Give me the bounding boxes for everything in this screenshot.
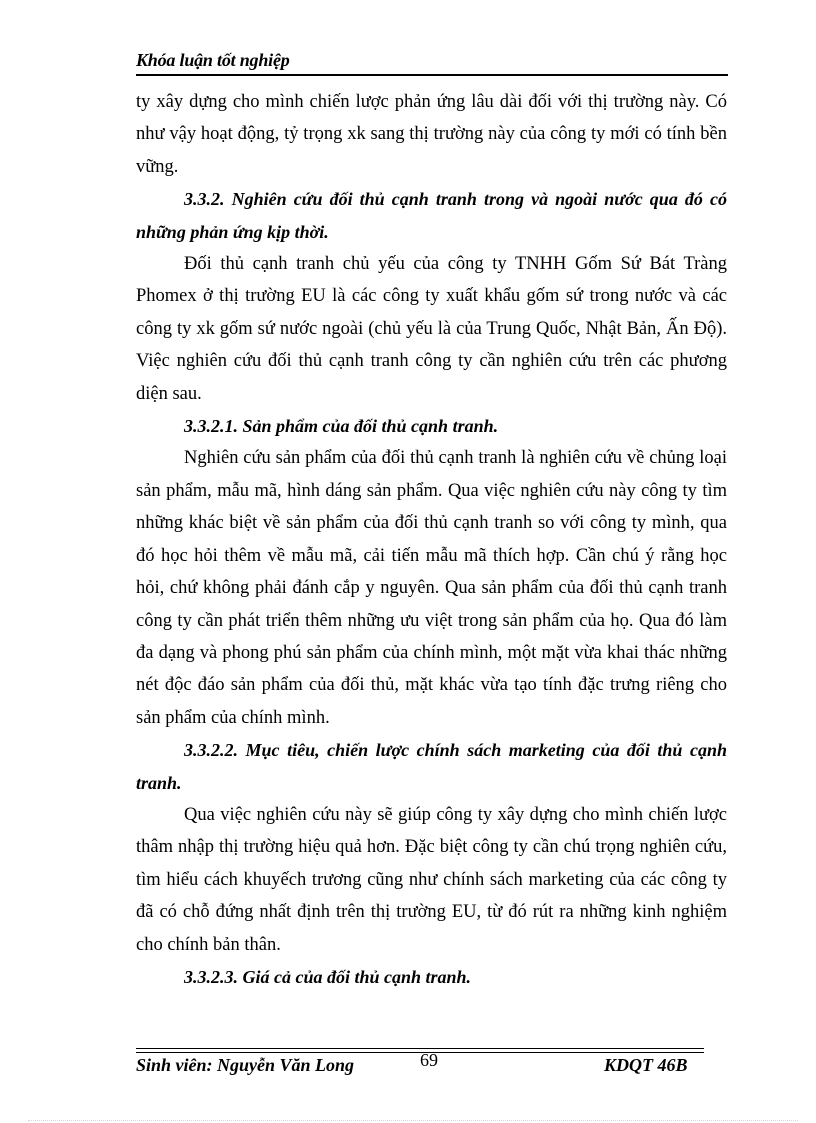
page-number: 69 <box>420 1050 438 1070</box>
page-edge-divider <box>28 1120 798 1121</box>
section-heading-3-3-2-1: 3.3.2.1. Sản phẩm của đối thủ cạnh tranh. <box>184 416 499 437</box>
section-heading-3-3-2: 3.3.2. Nghiên cứu đối thủ cạnh tranh trong và ngoài nước qua đó có những phản ứng kịp thời. <box>136 189 727 242</box>
paragraph-competitor-products: Nghiên cứu sản phẩm của đối thủ cạnh tranh là nghiên cứu về chủng loại sản phẩm, mẫu mã, hình dáng sản phẩm. Qua việc nghiên cứu này công ty tìm những khác biệt về sản phẩm của đối thủ cạnh tranh so với công ty mình, qua đó học hỏi thêm về mẫu mã, cải tiến mẫu mã thích hợp. Cần chú ý rằng học hỏi, chứ không phải đánh cắp y nguyên. Qua sản phẩm của đối thủ cạnh tranh công ty cần phát triển thêm những ưu việt trong sản phẩm của họ. Qua đó làm đa dạng và phong phú sản phẩm của chính mình, một mặt vừa khai thác những nét độc đáo sản phẩm của đối thủ, mặt khác vừa tạo tính đặc trưng riêng cho sản phẩm của chính mình. <box>136 448 727 728</box>
paragraph-marketing-strategy: Qua việc nghiên cứu này sẽ giúp công ty xây dựng cho mình chiến lược thâm nhập thị trường hiệu quả hơn. Đặc biệt công ty cần chú trọng nghiên cứu, tìm hiểu cách khuyếch trương cũng như chính sách marketing của các công ty đã có chỗ đứng nhất định trên thị trường EU, từ đó rút ra những kinh nghiệm cho chính bản thân. <box>136 804 727 955</box>
page-header <box>136 48 728 76</box>
header-title: Khóa luận tốt nghiệp <box>136 50 290 70</box>
footer-class-code: KDQT 46B <box>604 1055 688 1075</box>
footer-student-name: Sinh viên: Nguyễn Văn Long <box>136 1055 355 1075</box>
paragraph-competitors: Đối thủ cạnh tranh chủ yếu của công ty TNHH Gốm Sứ Bát Tràng Phomex ở thị trường EU là các công ty xuất khẩu gốm sứ trong nước và các công ty xk gốm sứ nước ngoài (chủ yếu là của Trung Quốc, Nhật Bản, Ấn Độ). Việc nghiên cứu đối thủ cạnh tranh công ty cần nghiên cứu trên các phương diện sau. <box>136 254 727 404</box>
section-heading-3-3-2-2: 3.3.2.2. Mục tiêu, chiến lược chính sách marketing của đối thủ cạnh tranh. <box>136 740 727 793</box>
paragraph-continuation: ty xây dựng cho mình chiến lược phản ứng lâu dài đối với thị trường này. Có như vậy hoạt động, tỷ trọng xk sang thị trường này của công ty mới có tính bền vững. <box>136 92 727 177</box>
section-heading-3-3-2-3: 3.3.2.3. Giá cả của đối thủ cạnh tranh. <box>184 966 472 987</box>
document-body <box>136 86 727 993</box>
